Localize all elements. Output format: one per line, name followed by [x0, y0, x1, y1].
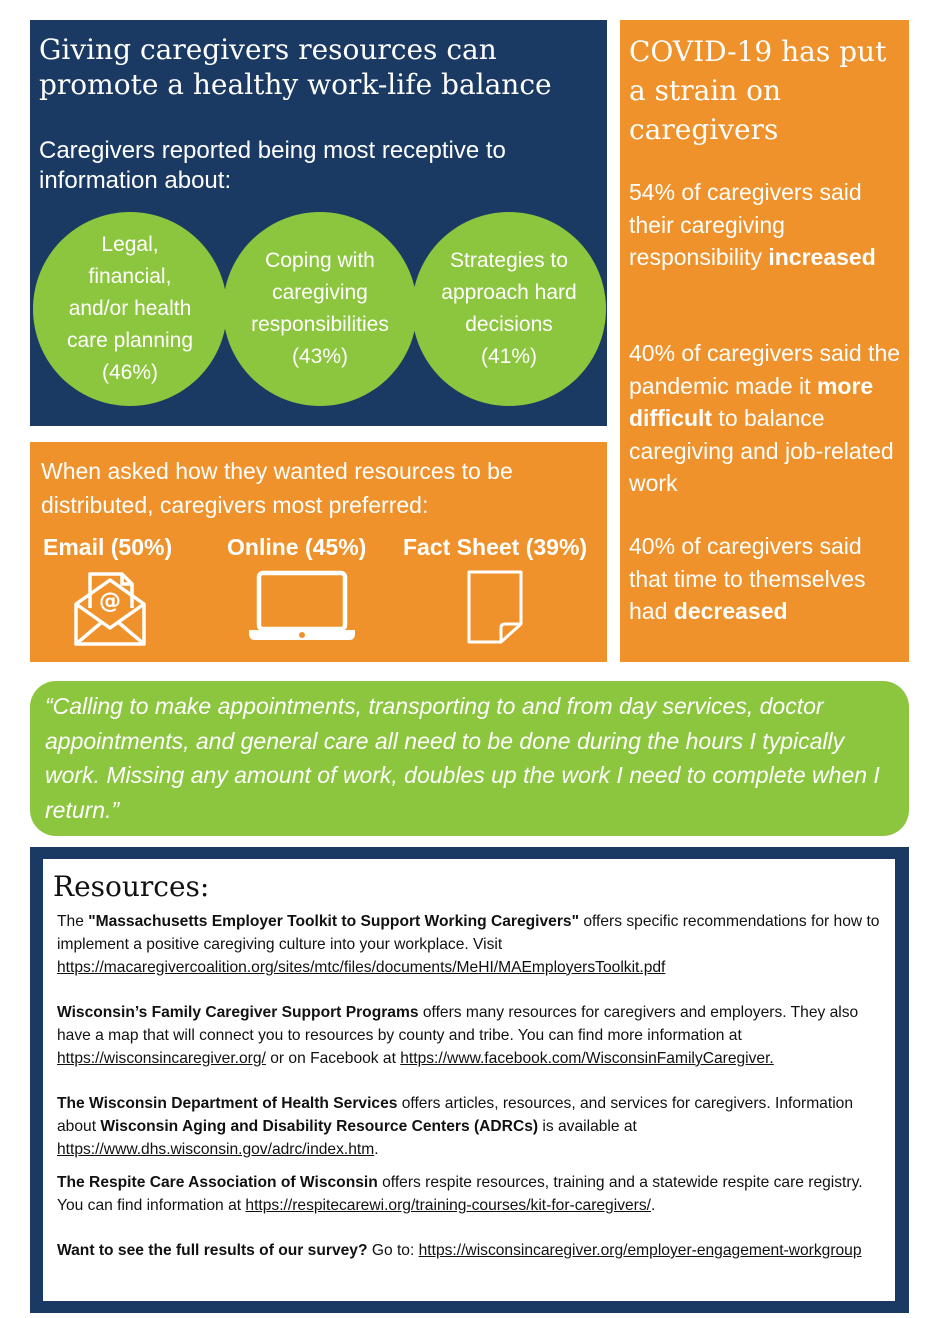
stat-text: 40% of caregivers said the pandemic made it	[629, 340, 901, 399]
resource-item-massachusetts	[57, 911, 891, 979]
circle-line: financial,	[88, 265, 172, 288]
res-text: .	[651, 1196, 656, 1214]
document-icon	[467, 570, 523, 644]
resources-heading: Resources:	[53, 870, 210, 903]
covid-stat-increased	[629, 176, 905, 274]
res-bold: Wisconsin’s Family Caregiver Support Programs	[57, 1004, 419, 1021]
quote-text: “Calling to make appointments, transporting to and from day services, doctor appointments, and general care all need to be done during the hours I typically work. Missing any amount of work, doubles up the work I need to complete when I return.”	[45, 693, 880, 823]
covid-stat-difficult	[629, 337, 905, 500]
res-text: offers many resources for caregivers and employers. They also have a map that will connect you to resources by county and tribe. You can find more information at	[57, 1004, 859, 1044]
stat-emphasis: decreased	[673, 598, 788, 624]
stat-emphasis: more difficult	[629, 372, 874, 431]
res-text: .	[374, 1140, 379, 1158]
resource-item-dhs	[57, 1093, 891, 1161]
res-text: Go to:	[367, 1242, 419, 1259]
circle-line: (46%)	[101, 361, 159, 384]
circle-line: approach hard	[441, 281, 577, 304]
circle-line: Strategies to	[450, 249, 568, 272]
svg-text:@: @	[99, 589, 121, 614]
stat-emphasis: increased	[768, 244, 876, 270]
circle-line: care planning	[66, 329, 194, 352]
res-text: offers respite resources, training and a statewide respite care registry. You can find information at	[57, 1174, 863, 1214]
stat-text: 40% of caregivers said that time to themselves had	[629, 533, 866, 624]
resource-link[interactable]: https://www.facebook.com/WisconsinFamilyCaregiver.	[400, 1049, 774, 1067]
res-bold: Want to see the full results of our survey?	[57, 1242, 368, 1259]
circle-line: caregiving	[272, 281, 368, 304]
panel-title: Giving caregivers resources can promote a healthy work-life balance	[39, 33, 552, 101]
topic-circle-strategies	[412, 212, 606, 406]
resource-link[interactable]: https://respitecarewi.org/training-courses/kit-for-caregivers/	[245, 1196, 651, 1214]
caregiver-quote	[30, 681, 909, 836]
circle-line: decisions	[465, 313, 553, 336]
panel-intro: Caregivers reported being most receptive to information about:	[39, 137, 506, 194]
stat-text: to balance caregiving and job-related work	[629, 405, 894, 496]
res-bold: The Respite Care Association of Wisconsin	[57, 1174, 378, 1191]
resources-panel	[30, 847, 909, 1313]
topic-circle-coping	[223, 212, 417, 406]
covid-stat-decreased	[629, 530, 905, 628]
covid-panel	[620, 20, 909, 662]
res-text: is available at	[538, 1117, 637, 1135]
stat-text: 54% of caregivers said their caregiving responsibility	[629, 179, 862, 270]
circle-line: responsibilities	[251, 313, 389, 336]
circle-line: (41%)	[480, 345, 538, 368]
res-bold: "Massachusetts Employer Toolkit to Support Working Caregivers"	[88, 913, 579, 930]
res-text: offers articles, resources, and services for caregivers. Information about	[57, 1095, 853, 1135]
res-bold: Wisconsin Aging and Disability Resource Centers (ADRCs)	[100, 1117, 539, 1135]
circle-line: Coping with	[265, 249, 375, 272]
email-icon	[72, 570, 148, 648]
distribution-intro: When asked how they wanted resources to be distributed, caregivers most preferred:	[41, 458, 513, 518]
res-bold: The Wisconsin Department of Health Services	[57, 1095, 398, 1112]
receptive-topics-panel	[30, 20, 607, 426]
res-text: offers specific recommendations for how to implement a positive caregiving culture into your workplace. Visit	[57, 913, 880, 953]
laptop-icon	[249, 570, 355, 642]
resource-link[interactable]: https://wisconsincaregiver.org/employer-engagement-workgroup	[418, 1242, 862, 1259]
circle-line: (43%)	[291, 345, 348, 368]
resource-link[interactable]: https://www.dhs.wisconsin.gov/adrc/index.htm	[57, 1140, 375, 1158]
option-online-label: Online (45%)	[227, 534, 367, 560]
topic-circle-legal	[33, 212, 227, 406]
resource-item-respite	[57, 1172, 891, 1218]
resource-link[interactable]: https://macaregivercoalition.org/sites/mtc/files/documents/MeHI/MAEmployersToolkit.pdf	[57, 958, 666, 976]
resource-item-survey	[57, 1240, 891, 1263]
res-text: The	[57, 913, 89, 930]
resources-inner	[43, 859, 895, 1301]
option-email-label: Email (50%)	[43, 534, 173, 560]
option-factsheet-label: Fact Sheet (39%)	[403, 534, 588, 560]
distribution-panel	[30, 442, 607, 662]
res-text: or on Facebook at	[265, 1049, 401, 1067]
covid-title: COVID-19 has put a strain on caregivers	[629, 35, 887, 146]
circle-line: and/or health	[68, 297, 192, 320]
resource-link[interactable]: https://wisconsincaregiver.org/	[57, 1049, 266, 1067]
circle-line: Legal,	[101, 233, 159, 256]
resource-item-wisconsin-programs	[57, 1002, 891, 1070]
